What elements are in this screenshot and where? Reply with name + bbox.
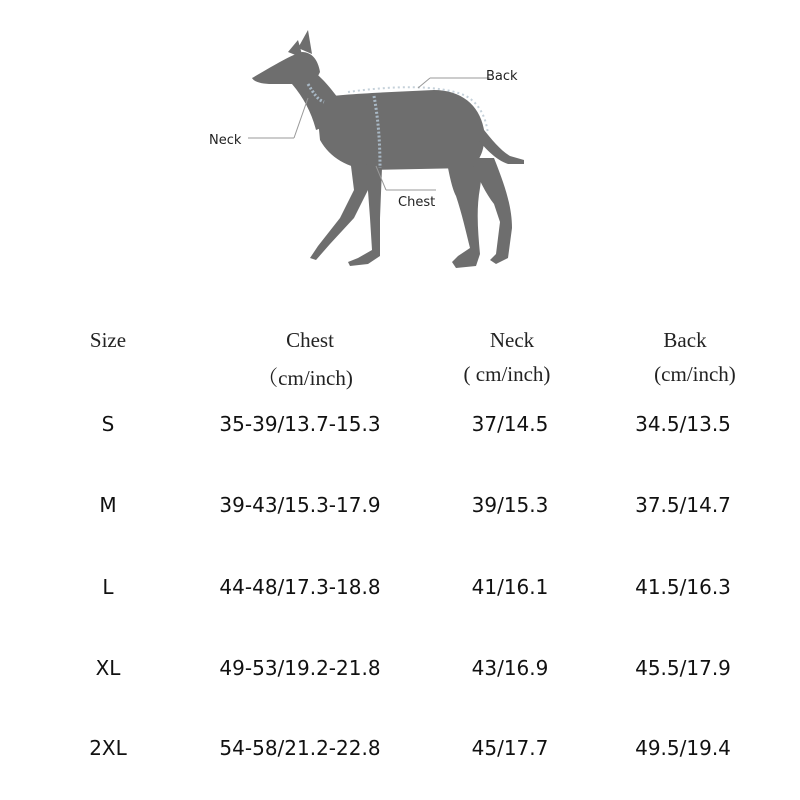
table-cell-neck: 37/14.5 xyxy=(471,412,549,436)
table-cell-size: M xyxy=(99,493,117,517)
table-cell-size: 2XL xyxy=(89,736,127,760)
table-cell-chest: 44-48/17.3-18.8 xyxy=(219,575,381,599)
dog-silhouette-illustration xyxy=(190,18,570,293)
header-neck: Neck xyxy=(489,328,535,352)
table-cell-size: S xyxy=(101,412,115,436)
header-chest-unit: （cm/inch) xyxy=(257,366,353,390)
header-neck-unit: ( cm/inch) xyxy=(463,362,551,386)
dog-silhouette xyxy=(252,30,524,268)
header-size: Size xyxy=(89,328,127,352)
back-label: Back xyxy=(486,69,518,84)
header-back-unit: (cm/inch) xyxy=(654,362,736,386)
table-cell-back: 49.5/19.4 xyxy=(635,736,731,760)
table-cell-chest: 54-58/21.2-22.8 xyxy=(219,736,381,760)
neck-label: Neck xyxy=(209,133,242,148)
table-cell-neck: 45/17.7 xyxy=(471,736,549,760)
table-cell-chest: 49-53/19.2-21.8 xyxy=(219,656,381,680)
table-cell-chest: 35-39/13.7-15.3 xyxy=(219,412,381,436)
header-back: Back xyxy=(663,328,707,352)
chest-label: Chest xyxy=(398,195,436,210)
table-cell-back: 34.5/13.5 xyxy=(635,412,731,436)
neck-leader-line xyxy=(294,98,308,138)
table-cell-neck: 41/16.1 xyxy=(471,575,549,599)
table-cell-back: 41.5/16.3 xyxy=(635,575,731,599)
header-chest: Chest xyxy=(286,328,334,352)
table-cell-size: XL xyxy=(95,656,121,680)
table-cell-back: 37.5/14.7 xyxy=(635,493,731,517)
table-cell-chest: 39-43/15.3-17.9 xyxy=(219,493,381,517)
table-cell-back: 45.5/17.9 xyxy=(635,656,731,680)
table-cell-neck: 39/15.3 xyxy=(471,493,549,517)
table-cell-neck: 43/16.9 xyxy=(471,656,549,680)
table-cell-size: L xyxy=(102,575,114,599)
dog-measurement-diagram xyxy=(190,18,570,293)
